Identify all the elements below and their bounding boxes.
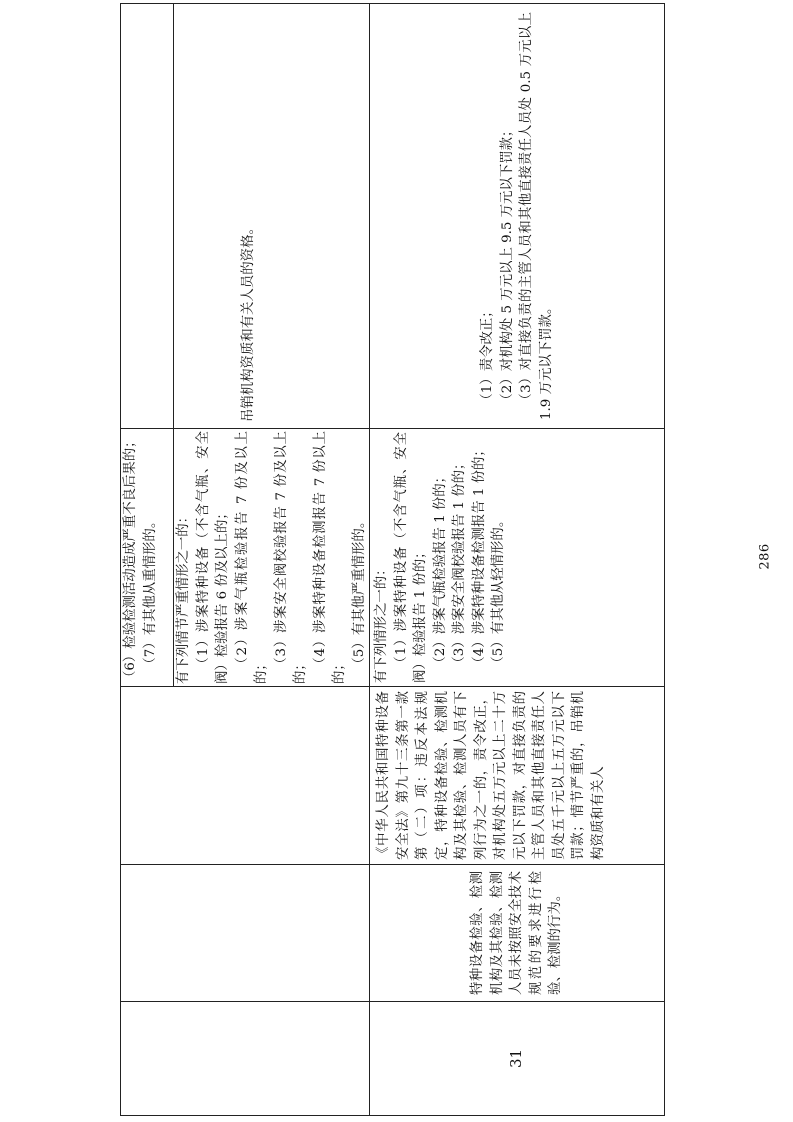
circumstances-cell [121, 429, 370, 687]
circumstance-line: （4）涉案特种设备检测报告 1 份的； [471, 443, 487, 670]
circumstance-line: （3）涉案安全阀校验报告 7 份及以上的； [273, 431, 308, 684]
legal-basis-cell [121, 687, 370, 865]
circumstance-line: （3）涉案安全阀校验报告 1 份的； [452, 456, 467, 670]
circumstance-line: （5）有其他严重情形的。 [351, 514, 367, 671]
penalty-aggravating [121, 4, 174, 428]
sub-row-aggravating [121, 429, 174, 686]
circumstance-line: （2）涉案气瓶检验报告 7 份及以上的； [234, 431, 269, 684]
penalty-cell [121, 4, 370, 429]
penalty-standard-table [120, 3, 665, 1116]
circumstances-cell [370, 429, 665, 687]
circumstance-line: （1）涉案特种设备（不含气瓶、安全阀）检验报告 1 份的； [393, 432, 428, 683]
circumstance-line: （5）有其他从轻情形的。 [491, 513, 506, 670]
circumstance-line: （4）涉案特种设备检测报告 7 份以上的； [312, 431, 347, 684]
penalty-cell [370, 4, 665, 429]
circumstance-line: （2）涉案气瓶检验报告 1 份的； [432, 469, 448, 670]
legal-basis-cell: 《中华人民共和国特种设备安全法》第九十三条第一款第（二）项：违反本法规定，特种设备检验、检测机构及其检验、检测人员有下列行为之一的，责令改正，对机构处五万元以上二十万元以下罚款，对直接负责的主管人员和其他直接责任人员处五千元以上五万元以下罚款；情节严重的，吊销机构资质和有关人 [370, 687, 665, 865]
violation-cell: 特种设备检验、检测机构及其检验、检测人员未按照安全技术规范的要求进行检验、检测的行为。 [370, 865, 665, 1002]
table-row [121, 4, 370, 1116]
circumstance-line: （6）检验检测活动造成严重不良后果的； [123, 434, 138, 684]
penalty-sub-row [121, 4, 174, 428]
row-number-cell [121, 1002, 370, 1116]
penalty-line: （2）对机构处 5 万元以上 9.5 万元以下罚款； [499, 123, 515, 407]
page-number: 286 [757, 543, 773, 570]
circumstance-line: （7）有其他从重情形的。 [142, 514, 158, 671]
rotated-page [120, 4, 625, 1116]
circumstance-line: 有下列情形之一的： [374, 562, 389, 683]
circumstances-subtable [121, 429, 369, 686]
violation-cell [121, 865, 370, 1002]
penalty-severe: 吊销机构资质和有关人员的资格。 [174, 4, 325, 428]
penalty-subtable [121, 4, 324, 428]
sub-row-severe [174, 429, 370, 686]
circumstance-line: （1）涉案特种设备（不含气瓶、安全阀）检验报告 6 份及以上的； [195, 431, 230, 684]
circumstance-line: 有下列情节严重情形之一的： [176, 509, 191, 684]
penalty-sub-row [174, 4, 325, 428]
aggravating-circumstances [121, 429, 174, 686]
penalty-line: （3）对直接负责的主管人员和其他直接责任人员处 0.5 万元以上 1.9 万元以下罚款。 [519, 12, 554, 420]
table-row [370, 4, 665, 1116]
row-number-cell: 31 [370, 1002, 665, 1116]
penalty-line: （1）责令改正； [480, 304, 495, 407]
severe-circumstances [174, 429, 370, 686]
